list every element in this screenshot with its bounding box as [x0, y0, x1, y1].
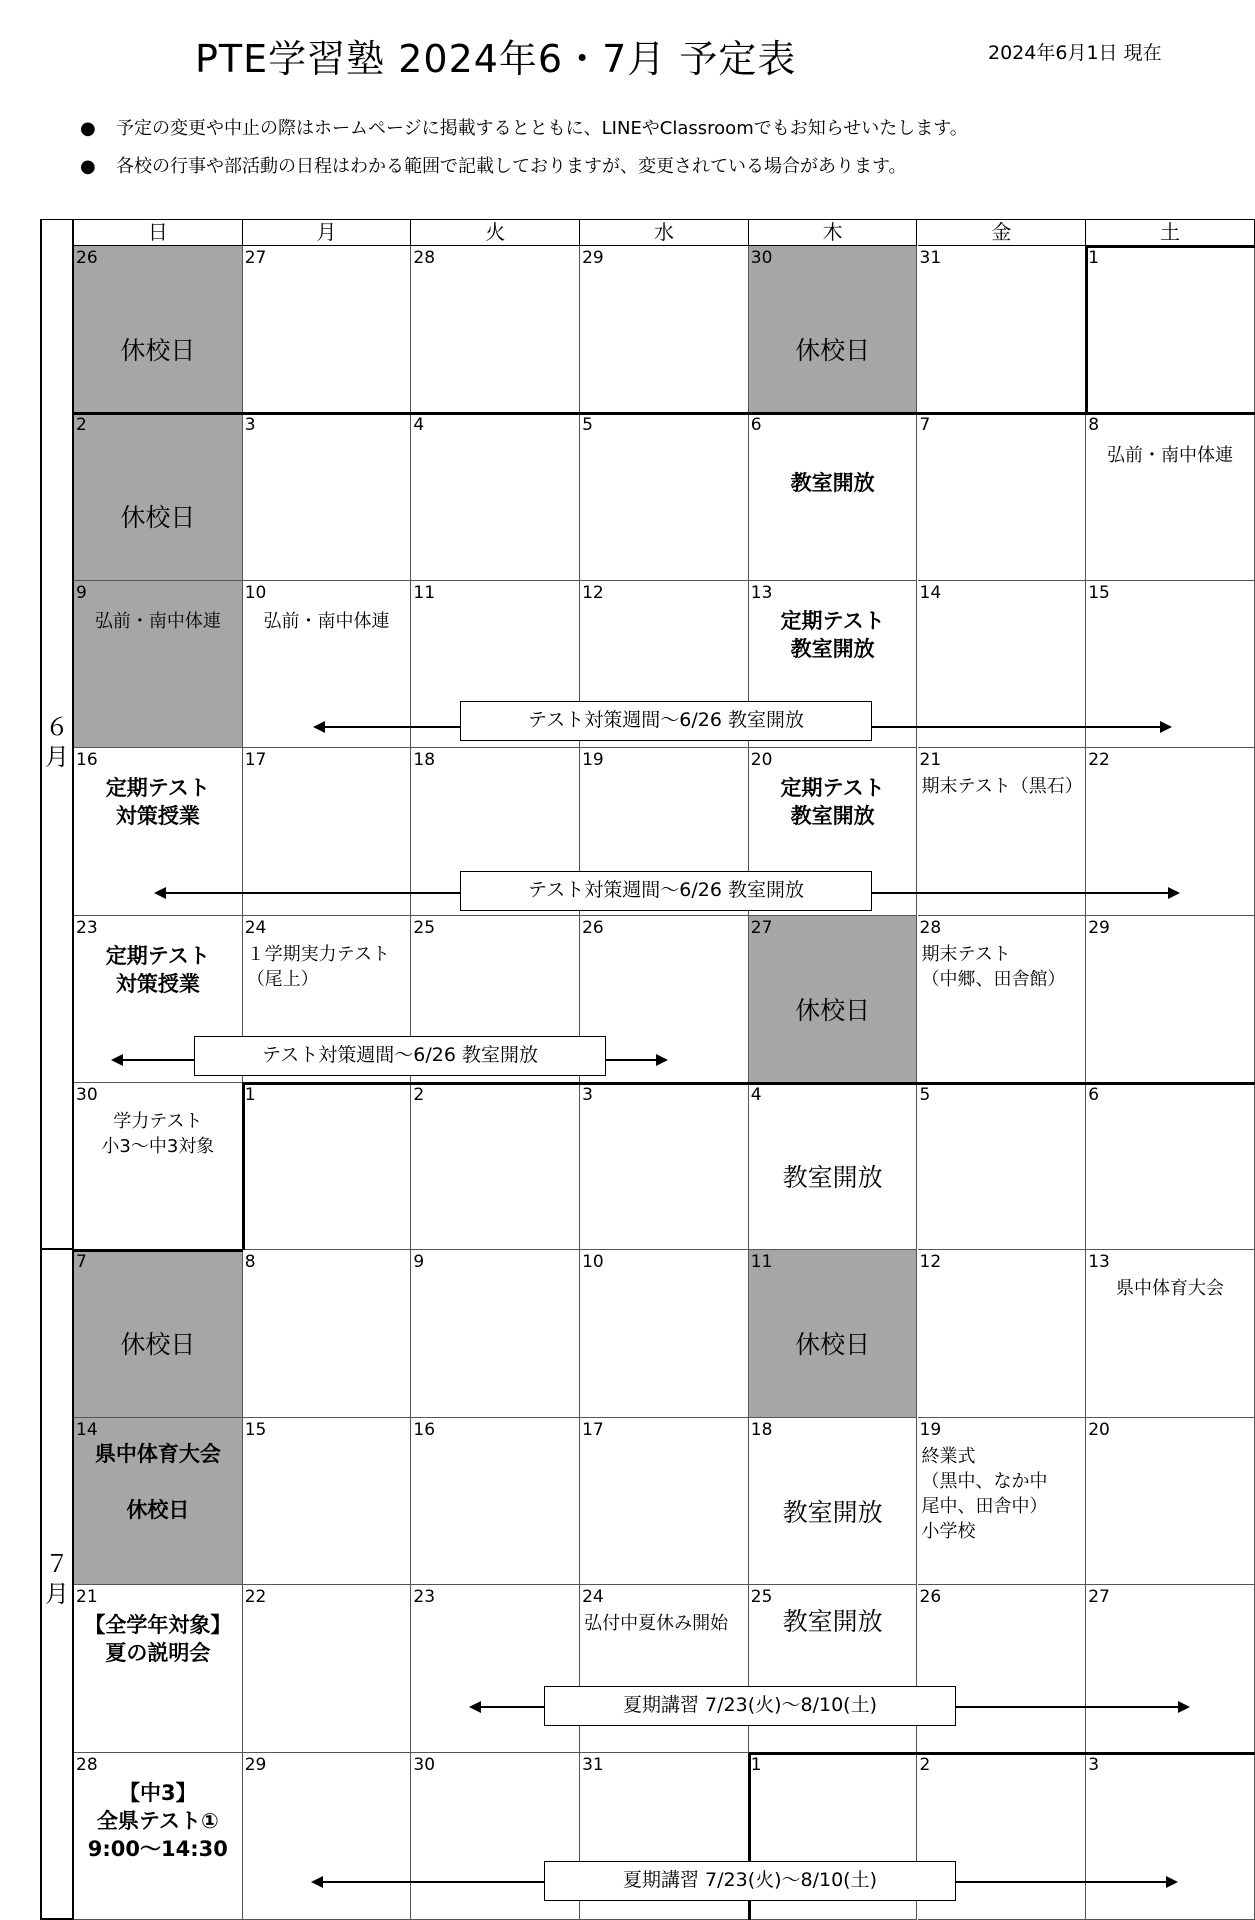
- day-number: 29: [244, 1754, 267, 1775]
- month-boundary-line: [74, 412, 1086, 415]
- weekday-header: 木: [749, 219, 918, 246]
- day-number: 5: [582, 415, 593, 436]
- day-number: 24: [582, 1587, 604, 1608]
- day-number: 28: [413, 248, 436, 268]
- day-event: 休校日: [795, 1330, 871, 1360]
- day-number: 11: [413, 582, 436, 603]
- day-number: 2: [413, 1085, 425, 1105]
- day-cell: [243, 748, 412, 915]
- day-number: 17: [244, 750, 267, 771]
- day-event: 県中体育大会 休校日: [94, 1441, 221, 1522]
- day-cell: [918, 1585, 1087, 1752]
- arrow-left-icon: [469, 1701, 481, 1713]
- day-number: 27: [1088, 1587, 1110, 1608]
- arrow-left-icon: [154, 887, 166, 899]
- day-cell: [749, 916, 918, 1083]
- day-cell: [749, 413, 918, 580]
- day-cell: [74, 1418, 243, 1585]
- day-number: 8: [244, 1252, 256, 1273]
- day-number: 19: [582, 750, 604, 771]
- day-number: 29: [1088, 917, 1110, 938]
- day-event: 定期テスト 対策授業: [105, 776, 210, 829]
- day-cell: [580, 413, 749, 580]
- day-number: 12: [582, 582, 604, 603]
- day-event: 弘付中夏休み開始: [584, 1613, 729, 1635]
- day-number: 26: [76, 248, 98, 268]
- day-event: 終業式 （黒中、なか中 尾中、田舎中） 小学校: [921, 1445, 1048, 1542]
- day-number: 3: [1088, 1754, 1100, 1775]
- day-event: 休校日: [120, 336, 196, 365]
- arrow-right-icon: [1178, 1701, 1190, 1713]
- day-cell: [74, 1250, 243, 1417]
- day-number: 15: [244, 1419, 267, 1440]
- weekday-header: 火: [411, 219, 580, 246]
- day-number: 12: [919, 1252, 942, 1273]
- day-number: 31: [919, 248, 942, 268]
- arrow-right-icon: [1166, 1876, 1178, 1888]
- day-cell: [918, 581, 1087, 748]
- arrow-right-icon: [1160, 721, 1172, 733]
- day-number: 9: [413, 1252, 425, 1273]
- month-boundary-line: [74, 1249, 243, 1252]
- day-event: 休校日: [120, 503, 196, 533]
- day-number: 8: [1088, 415, 1100, 436]
- day-cell: [918, 246, 1087, 413]
- day-cell: [918, 1250, 1087, 1417]
- month-boundary-line: [242, 1083, 245, 1250]
- day-event: 休校日: [795, 995, 871, 1025]
- day-cell: [243, 1418, 412, 1585]
- month-label: ６ 月: [45, 713, 69, 772]
- month-boundary-line: [1085, 245, 1255, 248]
- day-cell: [243, 246, 412, 413]
- day-event: 定期テスト 教室開放: [780, 608, 885, 661]
- note-item: ● 各校の行事や部活動の日程はわかる範囲で記載しておりますが、変更されている場合があります。: [80, 156, 907, 177]
- day-number: 13: [750, 582, 773, 603]
- day-number: 30: [413, 1754, 436, 1775]
- day-cell: [74, 1585, 243, 1752]
- arrow-right-icon: [656, 1054, 668, 1066]
- day-number: 6: [1088, 1085, 1100, 1105]
- month-boundary-line: [243, 1082, 1255, 1085]
- day-cell: [580, 1585, 749, 1752]
- day-number: 15: [1088, 582, 1110, 603]
- day-cell: [1086, 246, 1255, 413]
- day-event: 期末テスト （中郷、田舎館）: [921, 943, 1066, 990]
- day-event: 休校日: [795, 336, 871, 365]
- day-event: 【中3】 全県テスト① 9:00～14:30: [87, 1780, 228, 1861]
- day-cell: [243, 1250, 412, 1417]
- day-event: 定期テスト 教室開放: [780, 776, 885, 829]
- day-cell: [243, 581, 412, 748]
- day-event: 弘前・南中体連: [94, 610, 221, 632]
- day-number: 23: [413, 1587, 436, 1608]
- bullet-icon: ●: [80, 156, 96, 177]
- day-cell: [580, 1250, 749, 1417]
- day-cell: [749, 1585, 918, 1752]
- arrow-left-icon: [313, 721, 325, 733]
- day-cell: [580, 1418, 749, 1585]
- day-cell: [1086, 1083, 1255, 1250]
- day-number: 16: [76, 750, 98, 771]
- day-number: 13: [1088, 1252, 1110, 1273]
- weekday-header: 月: [243, 219, 412, 246]
- weekday-header: 日: [74, 219, 243, 246]
- day-event: 休校日: [120, 1330, 196, 1360]
- day-cell: [1086, 916, 1255, 1083]
- day-cell: [918, 1083, 1087, 1250]
- day-number: 28: [919, 917, 942, 938]
- day-event: 県中体育大会: [1116, 1278, 1225, 1300]
- day-number: 30: [76, 1085, 98, 1105]
- day-number: 22: [1088, 750, 1110, 771]
- day-cell: [918, 748, 1087, 915]
- day-cell: [411, 1083, 580, 1250]
- day-cell: [749, 1083, 918, 1250]
- day-cell: [1086, 1585, 1255, 1752]
- day-number: 17: [582, 1419, 604, 1440]
- day-number: 2: [76, 415, 87, 436]
- day-cell: [243, 413, 412, 580]
- day-number: 14: [76, 1419, 98, 1440]
- month-label: ７ 月: [45, 1550, 69, 1609]
- day-number: 1: [1088, 248, 1100, 268]
- day-number: 14: [919, 582, 942, 603]
- period-banner: 夏期講習 7/23(火)～8/10(土): [544, 1686, 956, 1726]
- day-number: 18: [750, 1419, 773, 1440]
- day-cell: [74, 413, 243, 580]
- day-event: 教室開放: [790, 471, 875, 496]
- period-banner: 夏期講習 7/23(火)～8/10(土): [544, 1861, 956, 1901]
- day-cell: [749, 246, 918, 413]
- day-number: 20: [1088, 1419, 1110, 1440]
- day-event: １学期実力テスト （尾上）: [246, 943, 390, 990]
- day-cell: [74, 1753, 243, 1920]
- arrow-left-icon: [311, 1876, 323, 1888]
- day-cell: [411, 1250, 580, 1417]
- day-cell: [1086, 1418, 1255, 1585]
- day-cell: [1086, 1753, 1255, 1920]
- day-cell: [411, 246, 580, 413]
- day-cell: [1086, 413, 1255, 580]
- day-number: 4: [413, 415, 425, 436]
- day-number: 31: [582, 1754, 604, 1775]
- period-banner: テスト対策週間～6/26 教室開放: [460, 701, 872, 741]
- day-cell: [411, 1585, 580, 1752]
- day-number: 7: [76, 1252, 87, 1273]
- day-number: 5: [919, 1085, 931, 1105]
- bullet-icon: ●: [80, 118, 96, 139]
- day-number: 22: [244, 1587, 267, 1608]
- day-number: 1: [750, 1754, 762, 1775]
- day-number: 28: [76, 1754, 98, 1775]
- day-cell: [74, 1083, 243, 1250]
- day-number: 1: [244, 1085, 256, 1105]
- day-number: 25: [413, 917, 436, 938]
- day-number: 30: [750, 248, 773, 268]
- day-number: 23: [76, 917, 98, 938]
- day-cell: [411, 1418, 580, 1585]
- day-number: 3: [582, 1085, 593, 1105]
- weekday-header: 金: [918, 219, 1087, 246]
- day-event: 学力テスト 小3～中3対象: [101, 1111, 215, 1157]
- day-event: 弘前・南中体連: [263, 610, 390, 632]
- day-number: 9: [76, 582, 87, 603]
- page-title: PTE学習塾 2024年6・7月 予定表: [195, 37, 797, 81]
- day-cell: [749, 1250, 918, 1417]
- month-boundary-line: [749, 1752, 1255, 1755]
- day-cell: [74, 581, 243, 748]
- day-number: 4: [750, 1085, 762, 1105]
- note-item: ● 予定の変更や中止の際はホームページに掲載するとともに、LINEやClassroomでもお知らせいたします。: [80, 118, 968, 139]
- day-number: 16: [413, 1419, 436, 1440]
- arrow-left-icon: [111, 1054, 123, 1066]
- day-number: 10: [582, 1252, 604, 1273]
- day-cell: [243, 1083, 412, 1250]
- day-cell: [749, 1418, 918, 1585]
- day-number: 2: [919, 1754, 931, 1775]
- day-number: 26: [582, 917, 604, 938]
- day-number: 27: [750, 917, 773, 938]
- day-cell: [918, 916, 1087, 1083]
- day-number: 21: [919, 750, 942, 771]
- period-banner: テスト対策週間～6/26 教室開放: [194, 1036, 606, 1076]
- day-cell: [918, 1418, 1087, 1585]
- month-boundary-line: [1085, 246, 1088, 413]
- day-cell: [411, 413, 580, 580]
- day-number: 27: [244, 248, 267, 268]
- day-event: 教室開放: [782, 1163, 883, 1192]
- day-number: 19: [919, 1419, 942, 1440]
- weekday-header: 水: [580, 219, 749, 246]
- month-boundary-line: [1085, 412, 1255, 415]
- day-event: 定期テスト 対策授業: [105, 943, 210, 996]
- day-number: 11: [750, 1252, 773, 1273]
- day-number: 20: [750, 750, 773, 771]
- day-cell: [918, 413, 1087, 580]
- as-of-date: 2024年6月1日 現在: [988, 42, 1162, 64]
- day-cell: [243, 1753, 412, 1920]
- day-cell: [243, 1585, 412, 1752]
- day-number: 7: [919, 415, 931, 436]
- day-cell: [580, 246, 749, 413]
- day-cell: [580, 1083, 749, 1250]
- day-number: 29: [582, 248, 604, 268]
- day-number: 18: [413, 750, 436, 771]
- day-number: 21: [76, 1587, 98, 1608]
- notes-list: [80, 114, 968, 190]
- day-event: 教室開放: [782, 1607, 883, 1637]
- day-event: 【全学年対象】 夏の説明会: [84, 1613, 232, 1666]
- period-banner: テスト対策週間～6/26 教室開放: [460, 871, 872, 911]
- day-number: 26: [919, 1587, 942, 1608]
- day-number: 25: [750, 1587, 773, 1608]
- day-number: 10: [244, 582, 267, 603]
- day-event: 弘前・南中体連: [1107, 445, 1234, 467]
- day-number: 24: [244, 917, 267, 938]
- day-number: 6: [750, 415, 762, 436]
- day-event: 教室開放: [782, 1497, 883, 1527]
- calendar-top-border: [40, 219, 1255, 220]
- day-number: 3: [244, 415, 256, 436]
- day-event: 期末テスト（黒石）: [921, 776, 1083, 798]
- arrow-right-icon: [1168, 887, 1180, 899]
- day-cell: [74, 246, 243, 413]
- day-cell: [1086, 1250, 1255, 1417]
- weekday-header: 土: [1086, 219, 1255, 246]
